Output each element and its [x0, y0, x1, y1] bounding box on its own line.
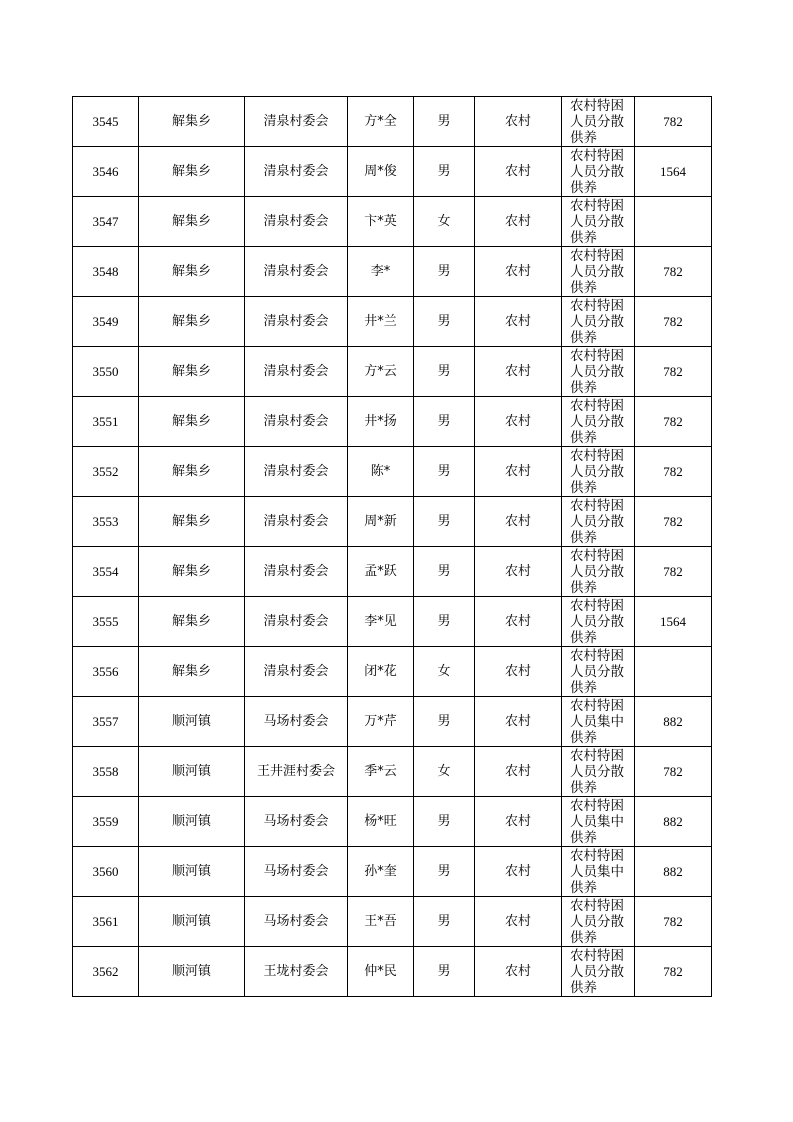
table-row	[73, 197, 712, 247]
table-row	[73, 97, 712, 147]
cell-village: 清泉村委会	[245, 97, 348, 147]
cell-township: 解集乡	[139, 397, 245, 447]
cell-amount: 782	[635, 447, 712, 497]
cell-township: 顺河镇	[139, 697, 245, 747]
cell-amount: 782	[635, 397, 712, 447]
category-text: 农村特困人员分散供养	[570, 648, 624, 694]
cell-amount: 782	[635, 747, 712, 797]
cell-category	[562, 597, 635, 647]
cell-township: 顺河镇	[139, 847, 245, 897]
table-row	[73, 297, 712, 347]
cell-area: 农村	[475, 447, 562, 497]
cell-village: 王垅村委会	[245, 947, 348, 997]
cell-gender: 男	[414, 697, 475, 747]
cell-name: 周*新	[348, 497, 414, 547]
cell-id: 3547	[73, 197, 139, 247]
table-row	[73, 147, 712, 197]
cell-amount: 882	[635, 847, 712, 897]
cell-amount: 882	[635, 797, 712, 847]
cell-category	[562, 447, 635, 497]
cell-village: 清泉村委会	[245, 147, 348, 197]
cell-category	[562, 347, 635, 397]
cell-amount: 782	[635, 497, 712, 547]
category-text: 农村特困人员分散供养	[570, 398, 624, 444]
cell-area: 农村	[475, 547, 562, 597]
category-text: 农村特困人员分散供养	[570, 498, 624, 544]
cell-id: 3553	[73, 497, 139, 547]
category-text: 农村特困人员分散供养	[570, 148, 624, 194]
cell-area: 农村	[475, 347, 562, 397]
cell-township: 解集乡	[139, 97, 245, 147]
cell-category	[562, 197, 635, 247]
cell-id: 3562	[73, 947, 139, 997]
cell-village: 王井涯村委会	[245, 747, 348, 797]
table-row	[73, 647, 712, 697]
cell-amount: 1564	[635, 597, 712, 647]
cell-id: 3559	[73, 797, 139, 847]
table-row	[73, 397, 712, 447]
cell-amount: 782	[635, 297, 712, 347]
cell-name: 万*芹	[348, 697, 414, 747]
category-text: 农村特困人员分散供养	[570, 948, 624, 994]
category-text: 农村特困人员分散供养	[570, 448, 624, 494]
cell-name: 井*扬	[348, 397, 414, 447]
cell-area: 农村	[475, 747, 562, 797]
cell-village: 清泉村委会	[245, 497, 348, 547]
cell-amount: 782	[635, 947, 712, 997]
cell-area: 农村	[475, 397, 562, 447]
cell-village: 清泉村委会	[245, 297, 348, 347]
cell-category	[562, 847, 635, 897]
table-row	[73, 497, 712, 547]
cell-gender: 男	[414, 497, 475, 547]
cell-gender: 女	[414, 747, 475, 797]
cell-village: 马场村委会	[245, 847, 348, 897]
cell-gender: 男	[414, 897, 475, 947]
cell-township: 解集乡	[139, 147, 245, 197]
cell-id: 3560	[73, 847, 139, 897]
cell-id: 3550	[73, 347, 139, 397]
cell-area: 农村	[475, 797, 562, 847]
cell-township: 顺河镇	[139, 747, 245, 797]
category-text: 农村特困人员集中供养	[570, 848, 624, 894]
cell-amount: 782	[635, 547, 712, 597]
cell-village: 清泉村委会	[245, 397, 348, 447]
cell-category	[562, 397, 635, 447]
cell-area: 农村	[475, 897, 562, 947]
cell-village: 清泉村委会	[245, 347, 348, 397]
cell-village: 清泉村委会	[245, 447, 348, 497]
cell-name: 周*俊	[348, 147, 414, 197]
cell-name: 方*全	[348, 97, 414, 147]
table-row	[73, 947, 712, 997]
category-text: 农村特困人员分散供养	[570, 298, 624, 344]
cell-id: 3554	[73, 547, 139, 597]
cell-category	[562, 647, 635, 697]
records-body	[73, 97, 712, 997]
category-text: 农村特困人员分散供养	[570, 248, 624, 294]
cell-name: 季*云	[348, 747, 414, 797]
cell-amount: 782	[635, 897, 712, 947]
cell-name: 井*兰	[348, 297, 414, 347]
cell-village: 马场村委会	[245, 797, 348, 847]
cell-township: 解集乡	[139, 197, 245, 247]
cell-name: 卞*英	[348, 197, 414, 247]
cell-gender: 女	[414, 197, 475, 247]
cell-category	[562, 297, 635, 347]
table-row	[73, 897, 712, 947]
cell-category	[562, 947, 635, 997]
cell-category	[562, 247, 635, 297]
category-text: 农村特困人员分散供养	[570, 548, 624, 594]
records-table	[72, 96, 712, 997]
cell-township: 解集乡	[139, 647, 245, 697]
cell-amount: 1564	[635, 147, 712, 197]
cell-name: 王*吾	[348, 897, 414, 947]
cell-category	[562, 747, 635, 797]
cell-category	[562, 697, 635, 747]
cell-id: 3557	[73, 697, 139, 747]
table-row	[73, 447, 712, 497]
table-row	[73, 547, 712, 597]
cell-category	[562, 547, 635, 597]
cell-gender: 男	[414, 397, 475, 447]
category-text: 农村特困人员集中供养	[570, 698, 624, 744]
table-row	[73, 597, 712, 647]
cell-village: 清泉村委会	[245, 547, 348, 597]
table-row	[73, 747, 712, 797]
cell-gender: 男	[414, 597, 475, 647]
category-text: 农村特困人员分散供养	[570, 348, 624, 394]
cell-id: 3561	[73, 897, 139, 947]
cell-village: 马场村委会	[245, 697, 348, 747]
cell-area: 农村	[475, 197, 562, 247]
cell-name: 孟*跃	[348, 547, 414, 597]
table-row	[73, 697, 712, 747]
cell-area: 农村	[475, 247, 562, 297]
cell-area: 农村	[475, 597, 562, 647]
table-row	[73, 247, 712, 297]
cell-area: 农村	[475, 847, 562, 897]
cell-area: 农村	[475, 697, 562, 747]
cell-id: 3558	[73, 747, 139, 797]
cell-village: 清泉村委会	[245, 197, 348, 247]
cell-township: 顺河镇	[139, 797, 245, 847]
category-text: 农村特困人员集中供养	[570, 798, 624, 844]
cell-township: 解集乡	[139, 297, 245, 347]
cell-amount: 782	[635, 347, 712, 397]
cell-area: 农村	[475, 97, 562, 147]
cell-township: 解集乡	[139, 497, 245, 547]
table-row	[73, 847, 712, 897]
cell-gender: 男	[414, 797, 475, 847]
cell-name: 杨*旺	[348, 797, 414, 847]
category-text: 农村特困人员分散供养	[570, 748, 624, 794]
category-text: 农村特困人员分散供养	[570, 898, 624, 944]
table-row	[73, 347, 712, 397]
cell-village: 清泉村委会	[245, 647, 348, 697]
cell-village: 清泉村委会	[245, 247, 348, 297]
cell-id: 3555	[73, 597, 139, 647]
category-text: 农村特困人员分散供养	[570, 598, 624, 644]
cell-area: 农村	[475, 297, 562, 347]
cell-gender: 男	[414, 847, 475, 897]
cell-amount: 782	[635, 97, 712, 147]
cell-gender: 男	[414, 547, 475, 597]
cell-amount	[635, 197, 712, 247]
cell-township: 顺河镇	[139, 947, 245, 997]
cell-area: 农村	[475, 647, 562, 697]
cell-name: 李*	[348, 247, 414, 297]
cell-township: 解集乡	[139, 247, 245, 297]
cell-id: 3545	[73, 97, 139, 147]
cell-gender: 女	[414, 647, 475, 697]
cell-area: 农村	[475, 147, 562, 197]
cell-id: 3551	[73, 397, 139, 447]
cell-gender: 男	[414, 447, 475, 497]
cell-category	[562, 797, 635, 847]
cell-amount	[635, 647, 712, 697]
cell-name: 孙*奎	[348, 847, 414, 897]
cell-amount: 882	[635, 697, 712, 747]
cell-name: 李*见	[348, 597, 414, 647]
cell-township: 解集乡	[139, 347, 245, 397]
cell-amount: 782	[635, 247, 712, 297]
cell-name: 方*云	[348, 347, 414, 397]
cell-township: 顺河镇	[139, 897, 245, 947]
cell-gender: 男	[414, 297, 475, 347]
cell-village: 清泉村委会	[245, 597, 348, 647]
cell-id: 3556	[73, 647, 139, 697]
cell-name: 闭*花	[348, 647, 414, 697]
cell-gender: 男	[414, 147, 475, 197]
cell-category	[562, 497, 635, 547]
cell-gender: 男	[414, 347, 475, 397]
category-text: 农村特困人员分散供养	[570, 98, 624, 144]
cell-gender: 男	[414, 97, 475, 147]
cell-township: 解集乡	[139, 597, 245, 647]
cell-area: 农村	[475, 947, 562, 997]
cell-id: 3552	[73, 447, 139, 497]
cell-township: 解集乡	[139, 547, 245, 597]
cell-id: 3548	[73, 247, 139, 297]
cell-category	[562, 897, 635, 947]
cell-name: 陈*	[348, 447, 414, 497]
cell-area: 农村	[475, 497, 562, 547]
table-row	[73, 797, 712, 847]
cell-id: 3549	[73, 297, 139, 347]
cell-gender: 男	[414, 247, 475, 297]
category-text: 农村特困人员分散供养	[570, 198, 624, 244]
cell-category	[562, 97, 635, 147]
cell-category	[562, 147, 635, 197]
cell-name: 仲*民	[348, 947, 414, 997]
cell-id: 3546	[73, 147, 139, 197]
cell-township: 解集乡	[139, 447, 245, 497]
cell-gender: 男	[414, 947, 475, 997]
cell-village: 马场村委会	[245, 897, 348, 947]
